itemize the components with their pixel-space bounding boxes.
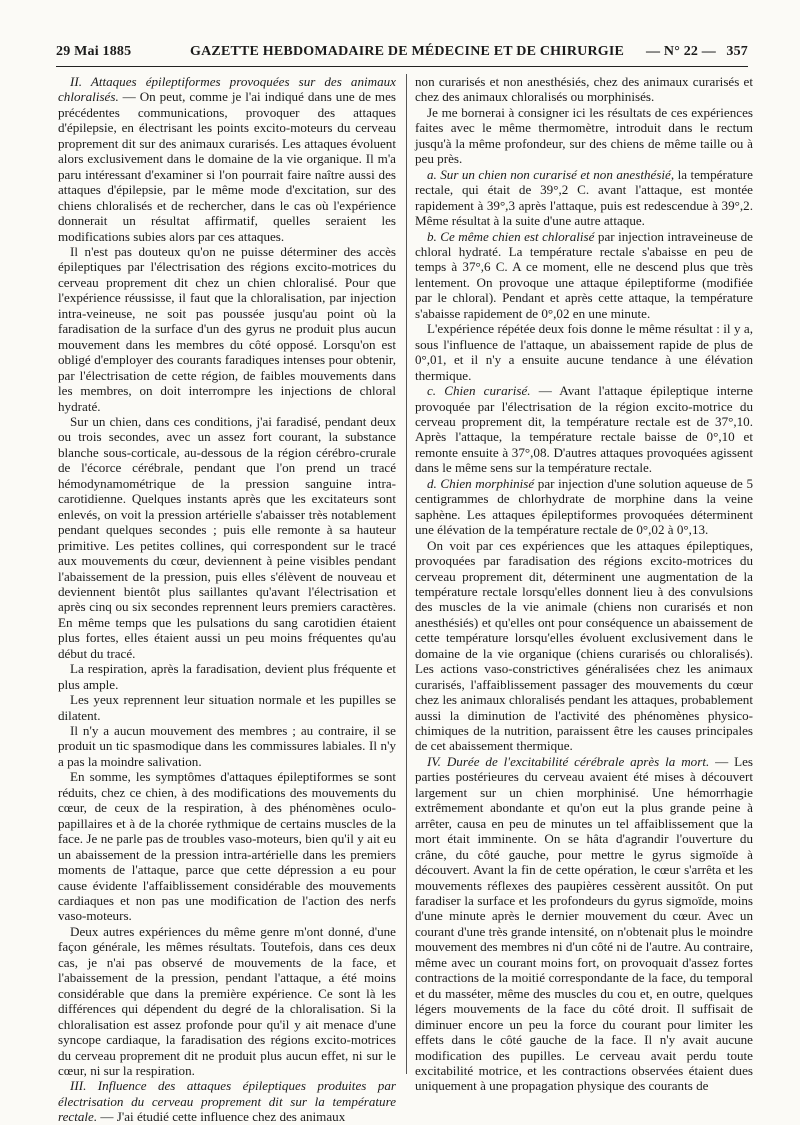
section-heading: b. Ce même chien est chloralisé [427, 228, 595, 244]
header-issue-number: — N° 22 — [646, 44, 717, 59]
paragraph-text: par injection d'une solution aqueuse de 5 centigrammes de chlorhydrate de morphine dans la veine saphène. Les attaques épileptiformes provoquées déterminent une élévation de la température rectale de 0°,02 à 0°,13. [415, 475, 753, 538]
header-journal-title: GAZETTE HEBDOMADAIRE DE MÉDECINE ET DE CHIRURGIE [190, 44, 625, 59]
paragraph-text: — Avant l'attaque épileptique interne provoquée par l'électrisation de la région excito-motrice du cerveau proprement dit, la température rectale est de 37°,10. Après l'attaque, la température rectale baisse de 0°,10 et remonte ensuite à 37°,08. D'autres attaques provoquées agissent dans le même sens sur la température rectale. [415, 383, 753, 476]
paragraph-text: la température rectale, qui était de 39°,2 C. avant l'attaque, est montée rapidement à 39°,3 après l'attaque, puis est redescendue à 39°,2. Même résultat à la suite d'une autre attaque. [415, 166, 753, 229]
paragraph [415, 229, 753, 322]
paragraph-text: Deux autres expériences du même genre m'ont donné, d'une façon générale, les mêmes résultats. Toutefois, dans ces deux cas, je n'ai pas observé de mouvements de la face, et l'abaissement de la pression, pendant l'attaque, a été moins considérable que dans la première expérience. Ce sont là les différences qui dépendent du degré de la chloralisation. Si la chloralisation est assez profonde pour qu'il y ait menace d'une syncope cardiaque, la faradisation des régions excito-motrices du cerveau proprement dit ne produit plus aucun effet, ni sur le cœur, ni sur la respiration. [58, 923, 396, 1078]
paragraph [415, 321, 753, 383]
paragraph [415, 754, 753, 1094]
paragraph-text: Il n'est pas douteux qu'on ne puisse déterminer des accès épileptiques par l'électrisation des régions excito-motrices du cerveau proprement dit chez un chien chloralisé. Pour que l'expérience réussisse, il faut que la chloralisation, par injection intra-veineuse, ne soit pas poussée jusqu'au point où la faradisation de la surface d'un des gyrus ne produit plus aucun mouvement dans les membres du côté opposé. Lorsqu'on est obligé d'employer des courants faradiques intenses pour obtenir, par l'électrisation de cette région, de faibles mouvements dans les membres, on doit interrompre les injections de chloral hydraté. [58, 243, 396, 414]
paragraph-text: — J'ai étudié cette influence chez des animaux [97, 1109, 346, 1125]
paragraph-text: En somme, les symptômes d'attaques épileptiformes se sont réduits, chez ce chien, à des modifications des mouvements du cœur, de ceux de la respiration, à des phénomènes oculo-papillaires et à de la chorée rythmique de certains muscles de la face. Je ne parle pas de troubles vaso-moteurs, bien qu'il y ait eu un abaissement de la pression intra-artérielle dans les premiers moments de l'attaque, parce que cette dépression a eu pour cause évidente l'affaiblissement considérable des mouvements cardiaques et non pas une modification de l'action des nerfs vaso-moteurs. [58, 769, 396, 924]
paragraph-text: — Les parties postérieures du cerveau avaient été mises à découvert largement sur un chien morphinisé. Une hémorrhagie extrêmement abondante et qu'on eut la plus grande peine à arrêter, causa en peu de minutes un tel affaiblissement que la mort était imminente. On se hâta d'agrandir l'ouverture du crâne, du côté gauche, pour mettre le gyrus sigmoïde à découvert. Avant la fin de cette opération, le cœur s'arrêta et les mouvements réflexes des paupières cessèrent aussitôt. On put faradiser la surface et les profondeurs du gyrus sigmoïde, moins d'une minute après le dernier mouvement du cœur. Avec un courant d'une très grande intensité, on n'obtenait plus le moindre mouvement des membres ni d'un côté ni de l'autre. Au contraire, même avec un courant moins fort, on provoquait d'assez fortes contractions de la moitié correspondante de la face, du temporal et du masséter, même des muscles du cou et, en outre, quelques légers mouvements de la face du côté droit. Il suffisait de diminuer encore un peu la force du courant pour limiter les effets dans le côté gauche de la face. Il n'y avait aucune modification des pupilles. Le cerveau avait perdu toute excitabilité motrice, et les contractions observées étaient dues uniquement à une propagation physique des courants de [415, 753, 753, 1094]
paragraph [58, 692, 396, 723]
paragraph-text: Sur un chien, dans ces conditions, j'ai faradisé, pendant deux ou trois secondes, avec un assez fort courant, la substance blanche sous-corticale, au-dessous de la région cérébro-crurale de l'écorce cérébrale, pendant que l'on prend un tracé hémodynamométrique de la pression sanguine intra-carotidienne. Quelques instants après que les excitateurs sont enlevés, on voit la pression artérielle s'abaisser très notablement pendant quelques secondes ; puis elle remonte à sa hauteur primitive. Les petites collines, qui correspondent sur le tracé aux mouvements du cœur, deviennent à peine visibles pendant l'abaissement de la pression, puis elles s'élèvent de nouveau et deviennent bientôt plus saillantes qu'avant l'électrisation et après cinq ou six secondes reprennent leurs premiers caractères. En même temps que les pulsations du sang carotidien étaient plus fortes, elles étaient aussi un peu moins fréquentes qu'au début du tracé. [58, 413, 396, 661]
paragraph-text: La respiration, après la faradisation, devient plus fréquente et plus ample. [58, 661, 396, 692]
paragraph [58, 924, 396, 1079]
column-divider [406, 74, 407, 1074]
paragraph [415, 105, 753, 167]
paragraph [58, 723, 396, 769]
paragraph-text: non curarisés et non anesthésiés, chez des animaux curarisés et chez des animaux chloralisés ou morphinisés. [415, 74, 753, 105]
paragraph-text: — On peut, comme je l'ai indiqué dans une de mes précédentes communications, provoquer des attaques d'épilepsie, en électrisant les points excito-moteurs du cerveau proprement dit sur des animaux curarisés. Les attaques évoluent alors exclusivement dans le domaine de la vie organique. Il m'a paru intéressant d'examiner si l'on pourrait faire naître aussi des attaques d'épilepsie, par le même mode d'excitation, sur des chiens chloralisés et de rechercher, dans le cas où l'expérience donnerait un résultat affirmatif, quelles seraient les modifications subies alors par ces attaques. [58, 89, 396, 244]
paragraph [415, 538, 753, 754]
section-heading: a. Sur un chien non curarisé et non anesthésié, [427, 166, 675, 182]
paragraph-text: Les yeux reprennent leur situation normale et les pupilles se dilatent. [58, 692, 396, 723]
paragraph [58, 74, 396, 244]
paragraph [415, 74, 753, 105]
section-heading: III. Influence des attaques épileptiques produites par électrisation du cerveau proprement dit sur la température rectale. [58, 1078, 396, 1125]
running-header [56, 44, 748, 66]
left-column [58, 74, 396, 1125]
section-heading: IV. Durée de l'excitabilité cérébrale après la mort. [427, 753, 710, 769]
header-date: 29 Mai 1885 [56, 44, 132, 59]
paragraph-text: Il n'y a aucun mouvement des membres ; au contraire, il se produit un tic spasmodique dans les commissures labiales. Il n'y a pas la moindre salivation. [58, 723, 396, 769]
section-heading: II. Attaques épileptiformes provoquées sur des animaux chloralisés. [58, 74, 396, 105]
paragraph [58, 661, 396, 692]
right-column [415, 74, 753, 1094]
paragraph [58, 769, 396, 924]
header-page-number: 357 [726, 44, 748, 59]
paragraph [415, 476, 753, 538]
paragraph [58, 244, 396, 414]
paragraph [415, 167, 753, 229]
section-heading: c. Chien curarisé. [427, 383, 531, 399]
paragraph [415, 383, 753, 476]
paragraph-text: L'expérience répétée deux fois donne le même résultat : il y a, sous l'influence de l'attaque, un abaissement rapide de plus de 0°,01, et il n'y a ensuite aucune tendance à une élévation thermique. [415, 321, 753, 383]
paragraph-text: Je me bornerai à consigner ici les résultats de ces expériences faites avec le même thermomètre, introduit dans le rectum jusqu'à la même profondeur, sur des chiens de même taille ou à peu près. [415, 104, 753, 167]
paragraph [58, 1078, 396, 1124]
paragraph [58, 414, 396, 661]
header-rule [56, 66, 748, 67]
paragraph-text: On voit par ces expériences que les attaques épileptiques, provoquées par faradisation des régions excito-motrices du cerveau proprement dit, déterminent une augmentation de la température rectale lorsqu'elles donnent lieu à des convulsions des muscles de la vie animale (chiens non curarisés et non anesthésiés) et qu'elles ont pour conséquence un abaissement de cette température lorsqu'elles évoluent exclusivement dans le domaine de la vie organique (chiens curarisés ou chloralisés). Les actions vaso-constrictives généralisées chez les animaux curarisés, l'affaiblissement passager des mouvements du cœur chez les animaux chloralisés pendant les attaques, probablement aussi la diminution de l'activité des phénomènes physico-chimiques de la nutrition, paraissent être les causes principales de cet abaissement thermique. [415, 537, 753, 754]
section-heading: d. Chien morphinisé [427, 475, 535, 491]
paragraph-text: par injection intraveineuse de chloral hydraté. La température rectale s'abaisse en peu de temps à 37°,6 C. A ce moment, elle ne descend plus que très lentement. On provoque une attaque épileptiforme (modifiée par le chloral). Pendant et après cette attaque, la température s'abaisse rapidement de 0°,02 en une minute. [415, 228, 753, 321]
